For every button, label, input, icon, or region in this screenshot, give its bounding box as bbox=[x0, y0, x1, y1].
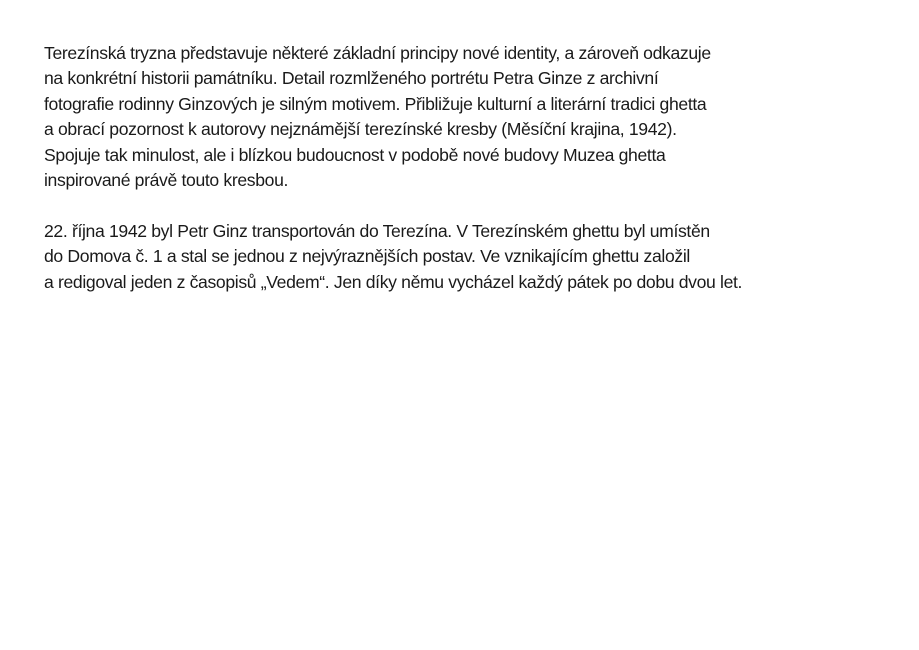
paragraph-line: 22. října 1942 byl Petr Ginz transportován do Terezína. V Terezínském ghettu byl umístěn bbox=[44, 220, 710, 241]
paragraph-line: na konkrétní historii památníku. Detail rozmlženého portrétu Petra Ginze z archivní bbox=[44, 68, 659, 89]
paragraph-line: a obrací pozornost k autorovy nejznámější terezínské kresby (Měsíční krajina, 1942). bbox=[44, 119, 677, 140]
paragraph-intro bbox=[44, 41, 904, 193]
paragraph-line: do Domova č. 1 a stal se jednou z nejvýraznějších postav. Ve vznikajícím ghettu založil bbox=[44, 246, 690, 267]
paragraph-line: Terezínská tryzna představuje některé základní principy nové identity, a zároveň odkazuje bbox=[44, 43, 711, 63]
paragraph-line: inspirované právě touto kresbou. bbox=[44, 170, 289, 191]
paragraph-line: fotografie rodinny Ginzových je silným motivem. Přibližuje kulturní a literární tradici ghetta bbox=[44, 93, 707, 114]
paragraph-line: a redigoval jeden z časopisů „Vedem“. Jen díky němu vycházel každý pátek po dobu dvou let. bbox=[44, 271, 743, 292]
document-body bbox=[44, 41, 904, 295]
paragraph-line: Spojuje tak minulost, ale i blízkou budoucnost v podobě nové budovy Muzea ghetta bbox=[44, 144, 666, 165]
paragraph-history bbox=[44, 219, 904, 295]
